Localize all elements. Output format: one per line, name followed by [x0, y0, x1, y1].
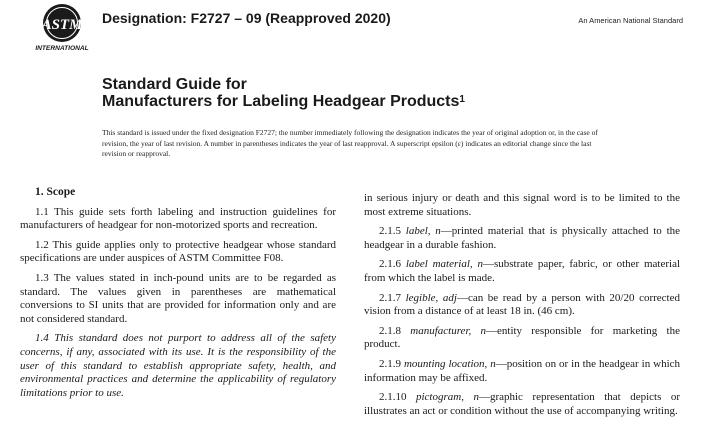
def-number: 2.1.7	[379, 291, 401, 304]
definition-legible	[364, 292, 680, 319]
footnote-mark: 1	[459, 94, 465, 105]
paragraph-1-2: 1.2 This guide applies only to protective headgear whose standard specifications are under auspices of ASTM Committee F08.	[20, 238, 336, 265]
page-title	[102, 76, 465, 110]
title-line-2-text: Manufacturers for Labeling Headgear Products	[102, 93, 460, 110]
def-text: —graphic representation that depicts or illustrates an act or condition without the use of accompanying writing.	[364, 391, 680, 417]
def-number: 2.1.8	[379, 324, 401, 337]
designation: Designation: F2727 – 09 (Reapproved 2020)	[102, 10, 391, 26]
def-term: pictogram, n	[415, 391, 479, 404]
def-text: —entity responsible for marketing the product.	[364, 324, 680, 351]
definition-label	[364, 225, 680, 252]
definition-manufacturer	[364, 325, 680, 352]
def-text: —printed material that is physically attached to the headgear in a durable fashion.	[364, 225, 681, 251]
def-number: 2.1.10	[379, 391, 407, 404]
scope-heading: 1. Scope	[35, 186, 76, 198]
left-column	[20, 186, 336, 406]
def-number: 2.1.5	[379, 225, 401, 238]
logo-text: ASTM	[41, 17, 83, 33]
def-term: label material, n	[405, 258, 483, 271]
def-text: —substrate paper, fabric, or other material from which the label is made.	[364, 258, 681, 284]
def-text: —position on or in the headgear in which information may be affixed.	[364, 357, 681, 384]
paragraph-1-1: 1.1 This guide sets forth labeling and instruction guidelines for manufacturers of headgear for non-motorized sports and recreation.	[20, 205, 336, 232]
def-text: —can be read by a person with 20/20 corrected vision from a distance of at least 18 in. (46 cm).	[364, 291, 680, 318]
paragraph-1-4: 1.4 This standard does not purport to address all of the safety concerns, if any, associated with its use. It is the responsibility of the user of this standard to establish appropriate safety, health, and environmental practices and determine the applicability of regulatory limitations prior to use.	[20, 332, 336, 399]
standard-type: An American National Standard	[578, 16, 683, 25]
title-line-1: Standard Guide for	[102, 76, 247, 93]
astm-logo	[33, 2, 91, 52]
def-term: manufacturer, n	[410, 324, 486, 337]
paragraph-1-3: 1.3 The values stated in inch-pound units are to be regarded as standard. The values given in parentheses are mathematical conversions to SI units that are provided for information only and are not considered standard.	[20, 271, 336, 325]
logo-subtext: INTERNATIONAL	[35, 45, 89, 52]
definition-mounting-location	[364, 358, 680, 385]
def-term: label, n	[405, 225, 441, 238]
continuation-text: in serious injury or death and this signal word is to be limited to the most extreme situations.	[364, 192, 680, 218]
issuance-notice: This standard is issued under the fixed designation F2727; the number immediately following the designation indicates the year of original adoption or, in the case of revision, the year of last revision. A number in parentheses indicates the year of last reapproval. A superscript epsilon (ε) indicates an editorial change since the last revision or reapproval.	[102, 128, 598, 158]
definition-pictogram	[364, 391, 680, 418]
def-number: 2.1.6	[379, 258, 401, 271]
def-number: 2.1.9	[379, 357, 401, 370]
right-column	[364, 192, 680, 424]
definition-label-material	[364, 258, 680, 285]
title-line-2	[102, 93, 465, 110]
def-term: legible, adj	[405, 291, 457, 304]
def-term: mounting location, n	[403, 357, 496, 370]
